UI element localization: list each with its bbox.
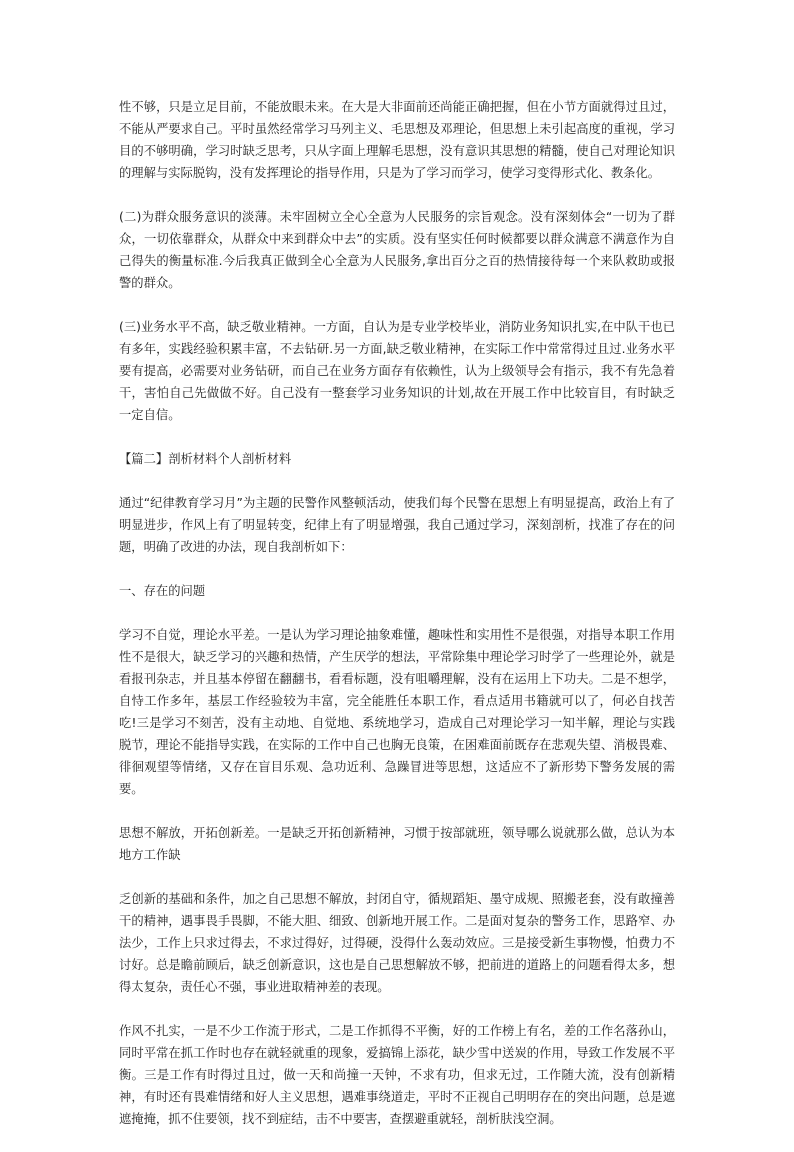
paragraph-style: 作风不扎实，一是不少工作流于形式，二是工作抓得不平衡，好的工作榜上有名，差的工作名落孙山，同时平常在抓工作时也存在就轻就重的现象，爱搞锦上添花，缺少雪中送炭的作用，导致工作发展不平衡。三是工作有时得过且过，做一天和尚撞一天钟，不求有功，但求无过，工作随大流，没有创新精神，有时还有畏难情绪和好人主义思想，遇难事绕道走，平时不正视自己明明存在的突出问题，总是遮遮掩掩，抓不住要领，找不到症结，击不中要害，查摆避重就轻，剖析肤浅空洞。: [119, 1024, 675, 1126]
section-heading: 【篇二】剖析材料个人剖析材料: [119, 452, 292, 466]
paragraph-thinking: 思想不解放，开拓创新差。一是缺乏开拓创新精神，习惯于按部就班，领导哪么说就那么做，总认为本地方工作缺: [119, 826, 675, 862]
subheading-problems: 一、存在的问题: [119, 584, 206, 598]
paragraph-innovation: 乏创新的基础和条件，加之自己思想不解放，封闭自守，循规蹈矩、墨守成规、照搬老套，没有敢撞善干的精神，遇事畏手畏脚，不能大胆、细致、创新地开展工作。二是面对复杂的警务工作，思路窄、办法少，工作上只求过得去，不求过得好，过得硬，没得什么轰动效应。三是接受新生事物慢，怕费力不讨好。总是瞻前顾后，缺乏创新意识，这也是自己思想解放不够，把前进的道路上的问题看得太多，想得太复杂，责任心不强，事业进取精神差的表现。: [119, 892, 675, 994]
paragraph-3: (三)业务水平不高，缺乏敬业精神。一方面，自认为是专业学校毕业，消防业务知识扎实,在中队干也已有多年，实践经验积累丰富，不去钻研.另一方面,缺乏敬业精神，在实际工作中常常得过且过.业务水平要有提高，必需要对业务钻研，而自己在业务方面存有依赖性，认为上级领导会有指示，我不有先急着干，害怕自己先做做不好。自己没有一整套学习业务知识的计划,故在开展工作中比较盲目，有时缺乏一定自信。: [119, 320, 675, 422]
paragraph-study: 学习不自觉，理论水平差。一是认为学习理论抽象难懂，趣味性和实用性不是很强，对指导本职工作用性不是很大，缺乏学习的兴趣和热情，产生厌学的想法，平常除集中理论学习时学了一些理论外，就是看报刊杂志，并且基本停留在翻翻书，看看标题，没有咀嚼理解，没有在运用上下功夫。二是不想学，自恃工作多年，基层工作经验较为丰富，完全能胜任本职工作，看点适用书籍就可以了，何必自找苦吃!三是学习不刻苦，没有主动地、自觉地、系统地学习，造成自己对理论学习一知半解，理论与实践脱节，理论不能指导实践，在实际的工作中自己也胸无良策，在困难面前既存在悲观失望、消极畏难、徘徊观望等情绪，又存在盲目乐观、急功近利、急躁冒进等思想，这适应不了新形势下警务发展的需要。: [119, 628, 675, 796]
paragraph-1: 性不够，只是立足目前，不能放眼未来。在大是大非面前还尚能正确把握，但在小节方面就得过且过，不能从严要求自己。平时虽然经常学习马列主义、毛思想及邓理论，但思想上未引起高度的重视，学习目的不够明确，学习时缺乏思考，只从字面上理解毛思想，没有意识其思想的精髓，使自己对理论知识的理解与实际脱钩，没有发挥理论的指导作用，只是为了学习而学习，使学习变得形式化、教条化。: [119, 100, 675, 180]
paragraph-2: (二)为群众服务意识的淡薄。未牢固树立全心全意为人民服务的宗旨观念。没有深刻体会“一切为了群众，一切依靠群众，从群众中来到群众中去”的实质。没有坚实任何时候都要以群众满意不满意作为自己得失的衡量标准.今后我真正做到全心全意为人民服务,拿出百分之百的热情接待每一个来队救助或报警的群众。: [119, 210, 675, 290]
document-page: [119, 96, 675, 1152]
paragraph-intro: 通过“纪律教育学习月”为主题的民警作风整顿活动，使我们每个民警在思想上有明显提高，政治上有了明显进步，作风上有了明显转变，纪律上有了明显增强，我自己通过学习，深刻剖析，找准了存在的问题，明确了改进的办法，现自我剖析如下：: [119, 496, 675, 554]
